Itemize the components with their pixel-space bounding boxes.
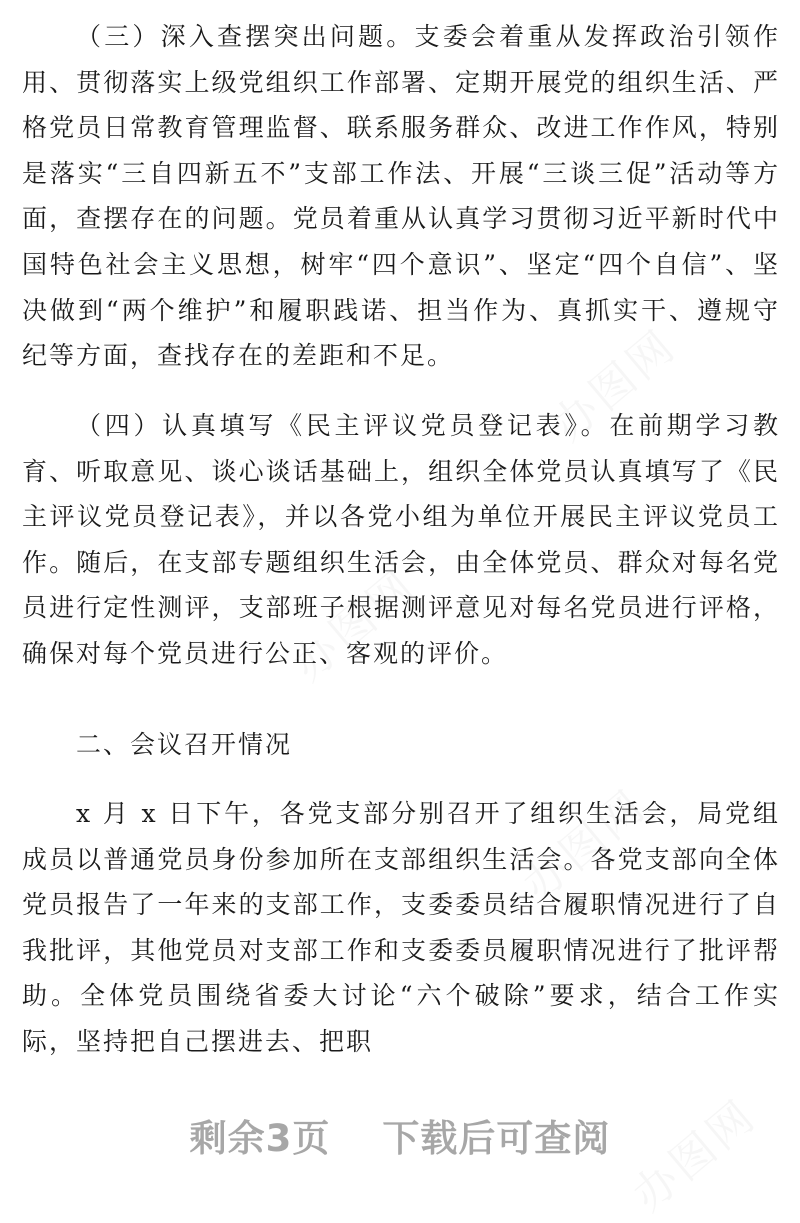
section-heading-meeting: 二、会议召开情况 [76, 730, 293, 759]
download-to-view-text: 下载后可查阅 [382, 1117, 611, 1160]
paragraph-evaluation-form: （四）认真填写《民主评议党员登记表》。在前期学习教育、听取意见、谈心谈话基础上，组织全体党员认真填写了《民主评议党员登记表》，并以各党小组为单位开展民主评议党员工作。随后，在支部专题组织生活会，由全体党员、群众对每名党员进行定性测评，支部班子根据测评意见对每名党员进行评格，确保对每个党员进行公正、客观的评价。 [22, 411, 780, 668]
watermark: 办图网 [623, 1089, 767, 1222]
watermark: 办图网 [283, 559, 427, 692]
remaining-pages-text: 剩余3页 [189, 1117, 331, 1160]
paragraph-problem-review: （三）深入查摆突出问题。支委会着重从发挥政治引领作用、贯彻落实上级党组织工作部署、定期开展党的组织生活、严格党员日常教育管理监督、联系服务群众、改进工作作风，特别是落实“三自四新五不”支部工作法、开展“三谈三促”活动等方面，查摆存在的问题。党员着重从认真学习贯彻习近平新时代中国特色社会主义思想，树牢“四个意识”、坚定“四个自信”、坚决做到“两个维护”和履职践诺、担当作为、真抓实干、遵规守纪等方面，查找存在的差距和不足。 [22, 22, 780, 371]
watermark: 办图网 [543, 319, 687, 452]
paragraph-meeting-details: x 月 x 日下午，各党支部分别召开了组织生活会，局党组成员以普通党员身份参加所在支部组织生活会。各党支部向全体党员报告了一年来的支部工作，支委委员结合履职情况进行了自我批评，其他党员对支部工作和支委委员履职情况进行了批评帮助。全体党员围绕省委大讨论“六个破除”要求，结合工作实际，坚持把自己摆进去、把职 [22, 799, 780, 1056]
download-prompt[interactable] [0, 1108, 800, 1162]
watermark: 办图网 [513, 779, 657, 912]
